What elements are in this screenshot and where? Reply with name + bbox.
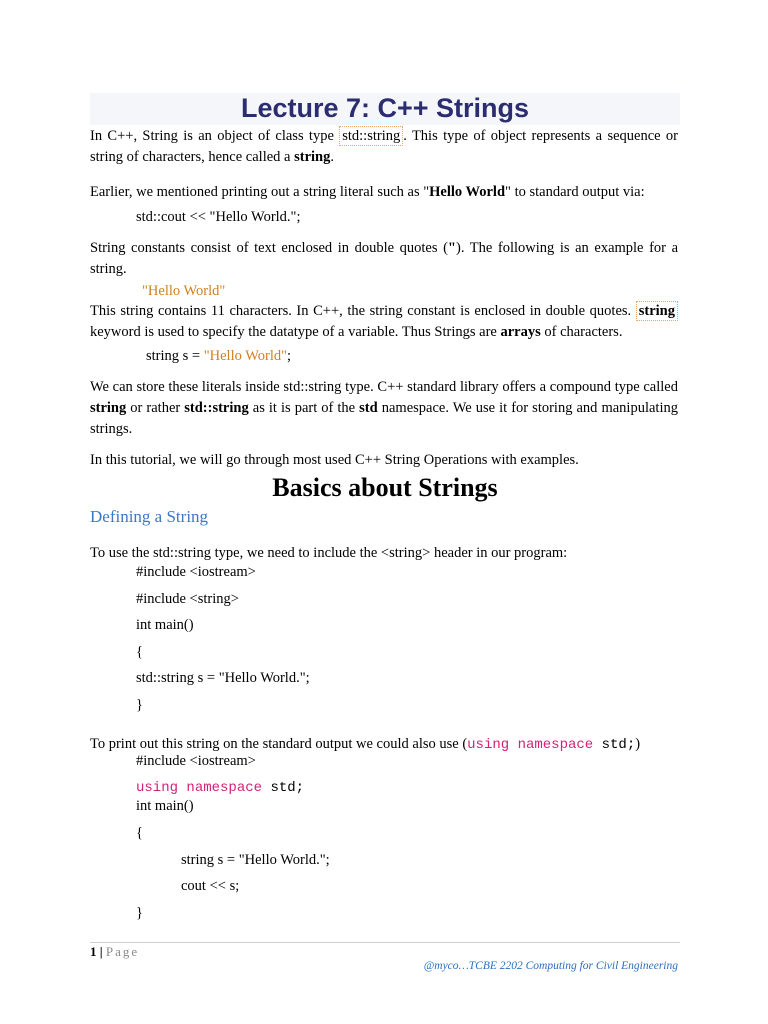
code-line: } [136,697,143,713]
include-paragraph: To use the std::string type, we need to include the <string> header in our program: [90,545,568,561]
cout-code-line: std::cout << "Hello World."; [136,209,301,225]
code-line: #include <iostream> [136,753,256,769]
string-declaration: string s = "Hello World"; [146,348,292,364]
constants-paragraph: String constants consist of text enclosed in double quotes ("). The following is an example for a string. [90,240,679,277]
string-keyword: string [636,301,678,321]
code-line: { [136,644,143,660]
page-title: Lecture 7: C++ Strings [240,93,530,123]
intro-paragraph: In C++, String is an object of class type std::string . This type of object represents a sequence or string of characters, hence called a string. [90,128,678,165]
tutorial-paragraph: In this tutorial, we will go through most used C++ String Operations with examples. [90,452,579,468]
hello-world-literal: "Hello World" [142,283,226,299]
code-line: { [136,825,143,841]
code-line: int main() [136,617,194,633]
store-paragraph: We can store these literals inside std::string type. C++ standard library offers a compound type called string or rather std::string as it is part of the std namespace. We use it for storing and manipulating strings. [90,379,678,437]
page-number: 1 | Page [90,944,140,959]
code-line: #include <iostream> [136,564,256,580]
code-line: int main() [136,798,194,814]
print-paragraph: To print out this string on the standard output we could also use (using namespace std;) [90,736,641,753]
contains-paragraph: This string contains 11 characters. In C++, the string constant is enclosed in double quotes. string keyword is used to specify the datatype of a variable. Thus Strings are arrays of characters. [90,301,678,343]
subsection-heading: Defining a String [90,507,209,526]
code-line: } [136,905,143,921]
code-line: std::string s = "Hello World."; [136,670,310,686]
code-line: string s = "Hello World."; [181,852,330,868]
footer-note: @myco…TCBE 2202 Computing for Civil Engineering [423,960,678,972]
std-string-code: std::string [339,126,403,146]
code-line: cout << s; [181,878,240,894]
earlier-paragraph: Earlier, we mentioned printing out a string literal such as "Hello World" to standard output via: [90,184,645,200]
using-namespace-line: using namespace std; [136,780,305,796]
code-line: #include <string> [136,591,239,607]
footer-divider [90,942,680,943]
section-heading: Basics about Strings [272,473,498,502]
